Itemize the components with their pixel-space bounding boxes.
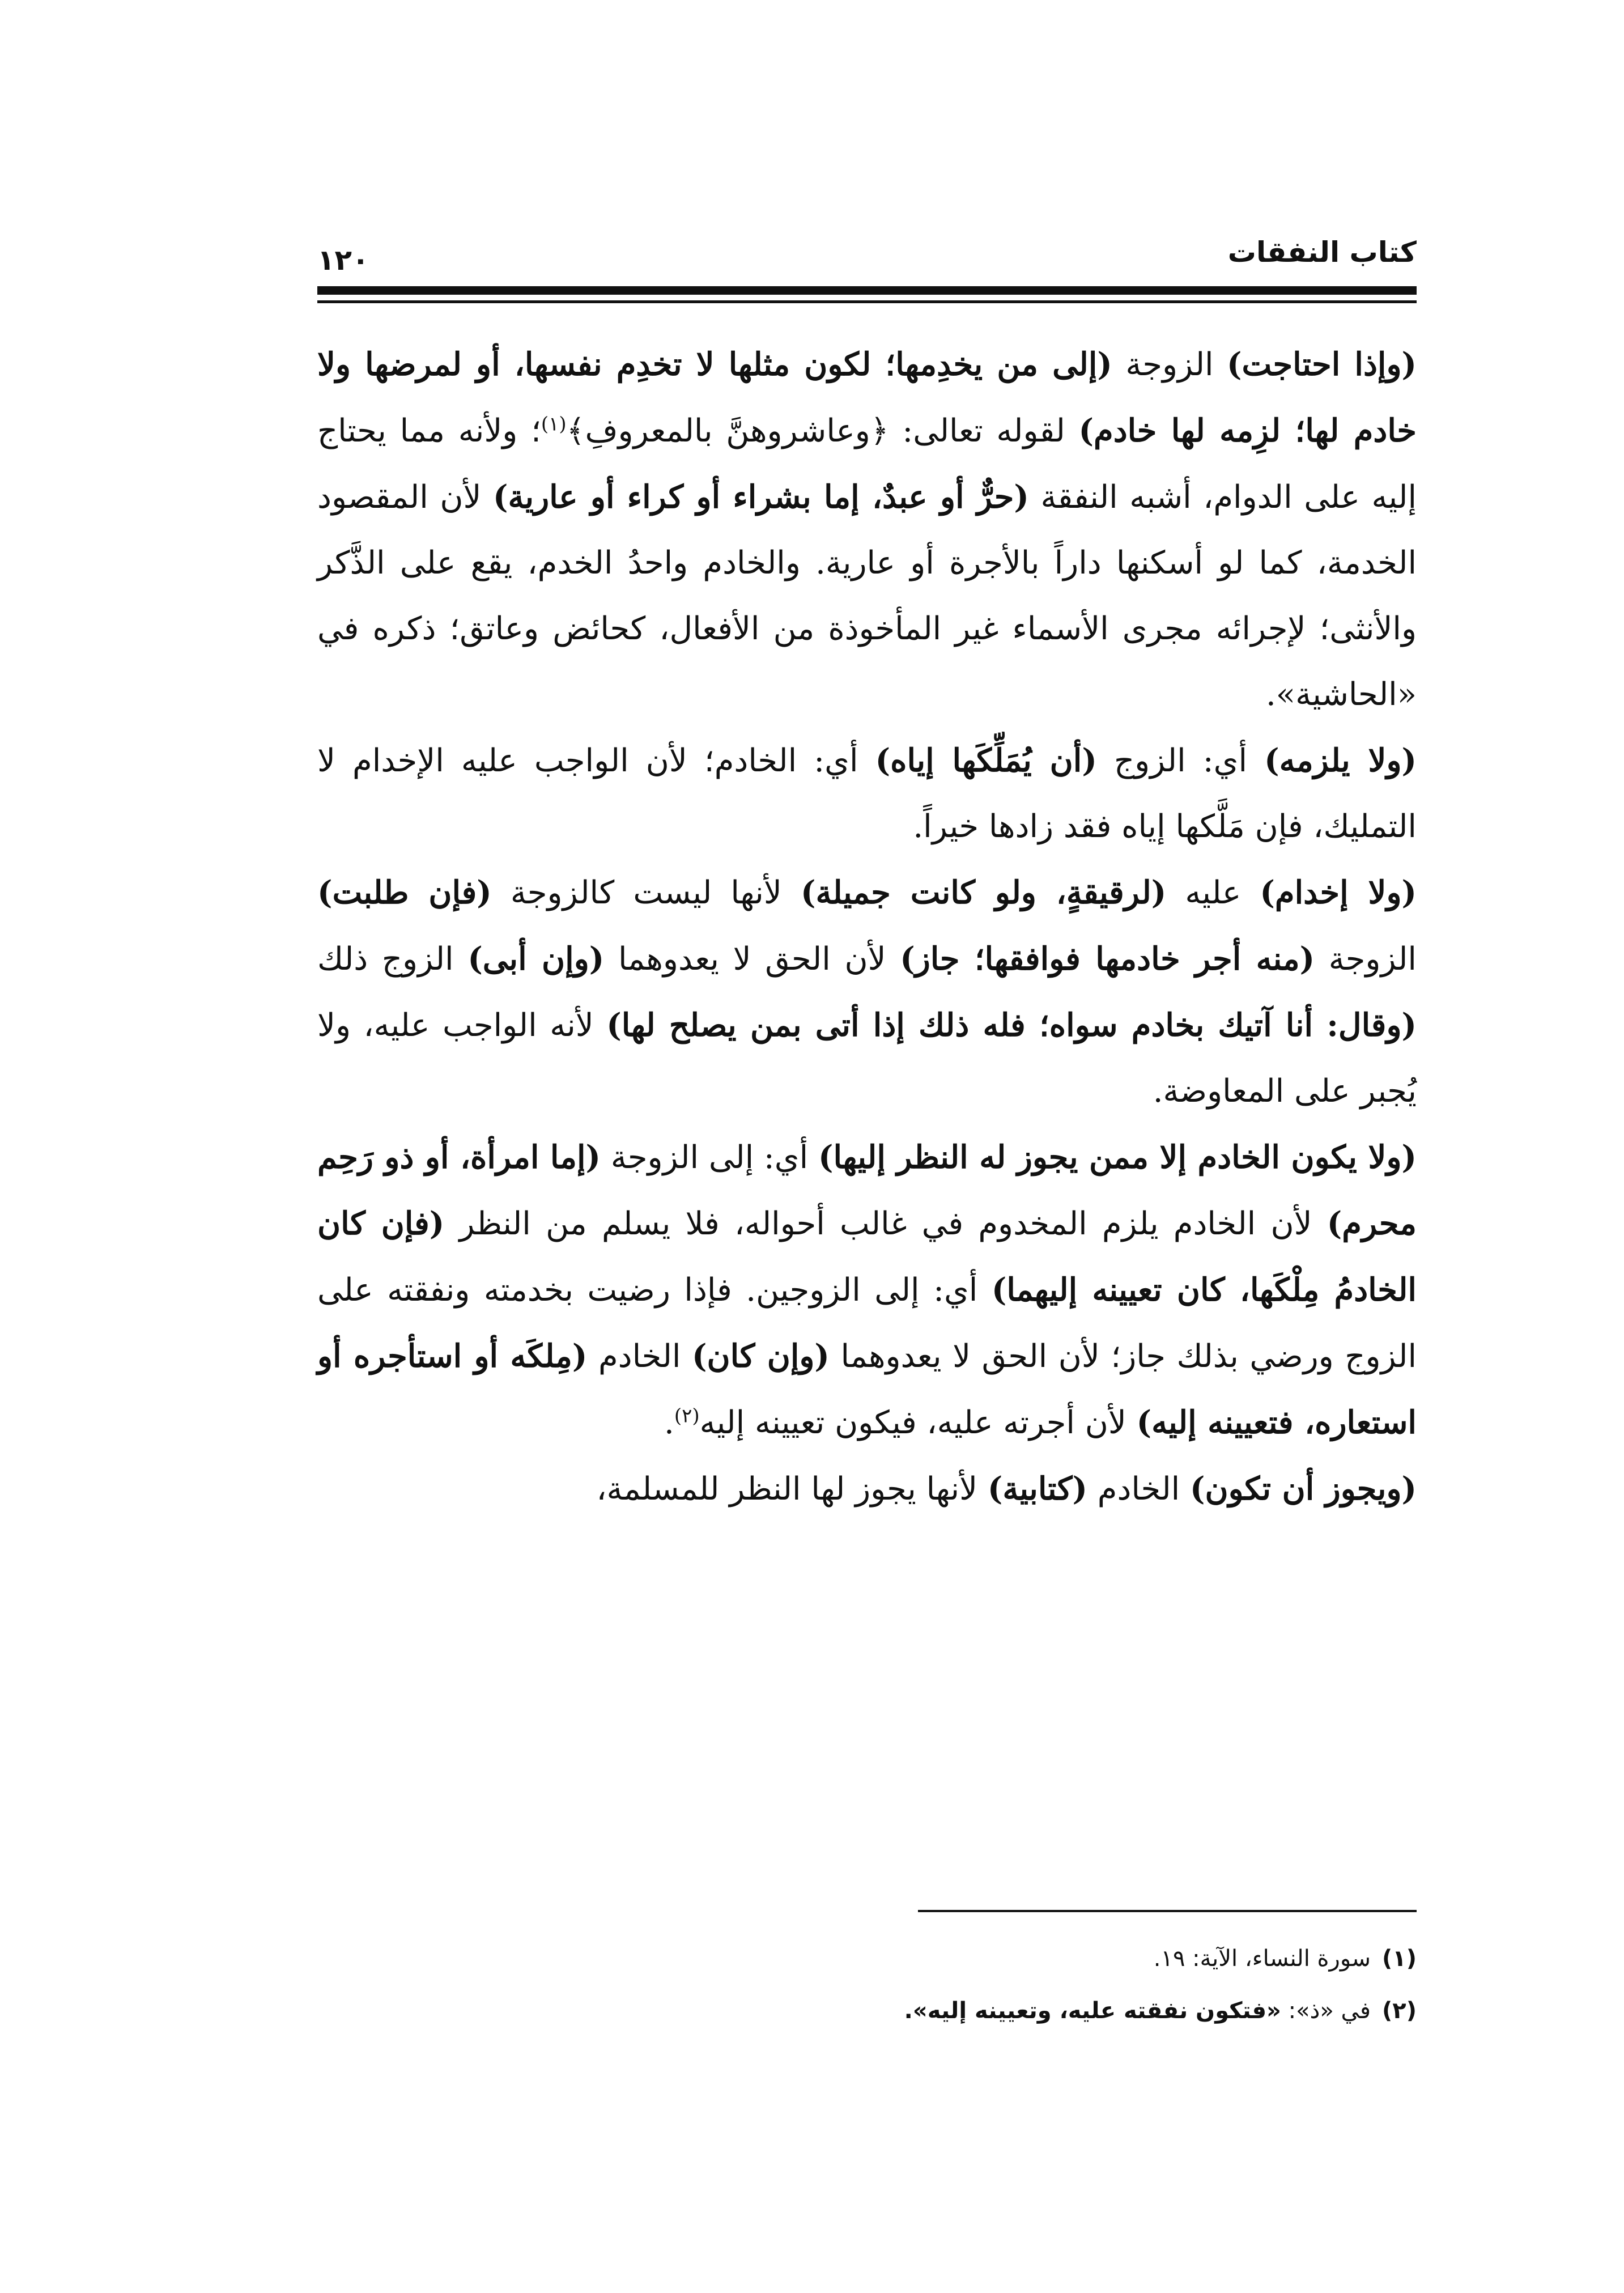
paragraph — [317, 860, 1417, 1124]
sharh-text-run: الزوجة — [1112, 346, 1227, 383]
header-rule-thick — [317, 286, 1417, 295]
sharh-text-run: لأن الخادم يلزم المخدوم في غالب أحواله، فلا يسلم من النظر — [444, 1205, 1327, 1242]
matn-text-run: (فإن طلبت) — [317, 874, 492, 911]
sharh-text-run: الخادم — [587, 1338, 692, 1375]
matn-text-run: (كتابية) — [987, 1470, 1087, 1508]
sharh-text-run: أي: الخادم؛ لأن الواجب عليه الإخدام لا التمليك، فإن مَلَّكها إياه فقد زادها خيراً. — [317, 742, 1417, 845]
sharh-text-run: لأنها ليست كالزوجة — [491, 874, 801, 911]
sharh-text-run: الزوجة — [1315, 941, 1417, 978]
page-header — [317, 227, 1417, 278]
footnote-number: (٢) — [1382, 1998, 1417, 2024]
footnote-text: في «ذ»: — [1281, 1998, 1371, 2024]
sharh-text-run: لقوله تعالى: ﴿وعاشروهنَّ بالمعروفِ﴾ — [566, 413, 1079, 449]
footnotes — [317, 1933, 1417, 2037]
matn-text-run: (إما امرأة، أو ذو رَحِم محرم) — [317, 1139, 1417, 1242]
body-text — [317, 332, 1417, 1522]
page-number: ١٢٠ — [317, 244, 369, 277]
sharh-text-run: أي: إلى الزوجين. فإذا رضيت بخدمته ونفقته على الزوج ورضي بذلك جاز؛ لأن الحق لا يعدوهما — [317, 1272, 1417, 1375]
matn-text-run: (حرٌّ أو عبدٌ، إما بشراء أو كراء أو عارية) — [493, 478, 1029, 516]
sharh-text-run: أي: الزوج — [1096, 742, 1265, 779]
footnote-text: «فتكون نفقته عليه، وتعيينه إليه». — [904, 1998, 1281, 2024]
matn-text-run: (وإذا احتاجت) — [1227, 346, 1417, 383]
sharh-text-run: لأن الحق لا يعدوهما — [604, 941, 900, 978]
footnote-text: سورة النساء، الآية: ١٩. — [1153, 1946, 1371, 1972]
sharh-text-run: الزوج ذلك — [317, 941, 468, 978]
matn-text-run: (ولا إخدام) — [1260, 874, 1417, 911]
footnote-number: (١) — [1382, 1946, 1417, 1972]
sharh-text-run: الخادم — [1087, 1471, 1191, 1508]
matn-text-run: (وقال: أنا آتيك بخادم سواه؛ فله ذلك إذا أتى بمن يصلح لها) — [606, 1007, 1417, 1044]
paragraph — [317, 728, 1417, 860]
matn-text-run: (لرقيقةٍ، ولو كانت جميلة) — [800, 874, 1167, 911]
matn-text-run: (أن يُمَلِّكَها إياه) — [875, 742, 1097, 779]
paragraph — [317, 332, 1417, 728]
footnote-reference: (١) — [541, 413, 567, 436]
sharh-text-run: لأنها يجوز لها النظر للمسلمة، — [596, 1471, 988, 1508]
footnote — [317, 1933, 1417, 1985]
matn-text-run: (ولا يكون الخادم إلا ممن يجوز له النظر إليها) — [818, 1139, 1417, 1176]
footnote-reference: (٢) — [674, 1404, 700, 1428]
sharh-text-run: ؛ ولأنه مما يحتاج إليه على الدوام، أشبه النفقة — [317, 413, 1417, 516]
sharh-text-run: . — [664, 1404, 674, 1441]
paragraph — [317, 1124, 1417, 1456]
running-title: كتاب النفقات — [1227, 236, 1417, 269]
sharh-text-run: عليه — [1166, 874, 1260, 911]
sharh-text-run: لأنه الواجب عليه، ولا يُجبر على المعاوضة. — [317, 1007, 1417, 1110]
matn-text-run: (ولا يلزمه) — [1264, 742, 1417, 779]
matn-text-run: (وإن أبى) — [467, 940, 605, 978]
footnote-rule — [918, 1910, 1417, 1912]
sharh-text-run: لأن أجرته عليه، فيكون تعيينه إليه — [699, 1404, 1137, 1441]
matn-text-run: (ويجوز أن تكون) — [1190, 1470, 1417, 1508]
footnote — [317, 1985, 1417, 2037]
sharh-text-run: أي: إلى الزوجة — [601, 1139, 818, 1176]
sharh-text-run: لأن المقصود الخدمة، كما لو أسكنها داراً بالأجرة أو عارية. والخادم واحدُ الخدم، يقع على الذَّكر والأنثى؛ لإجرائه مجرى الأسماء غير المأخوذة من الأفعال، كحائض وعاتق؛ ذكره في «الحاشية». — [317, 479, 1417, 713]
paragraph — [317, 1456, 1417, 1522]
matn-text-run: (مِلكَه أو استأجره أو استعاره، فتعيينه إليه) — [317, 1337, 1417, 1441]
matn-text-run: (منه أجر خادمها فوافقها؛ جاز) — [900, 940, 1315, 978]
matn-text-run: (وإن كان) — [692, 1337, 830, 1375]
header-rule-thin — [317, 300, 1417, 303]
matn-text-run: (إلى من يخدِمها؛ لكون مثلها لا تخدِم نفسها، أو لمرضها ولا خادم لها؛ لزِمه لها خادم) — [317, 346, 1417, 449]
matn-text-run: (فإن كان الخادمُ مِلْكَها، كان تعيينه إليهما) — [317, 1205, 1417, 1309]
